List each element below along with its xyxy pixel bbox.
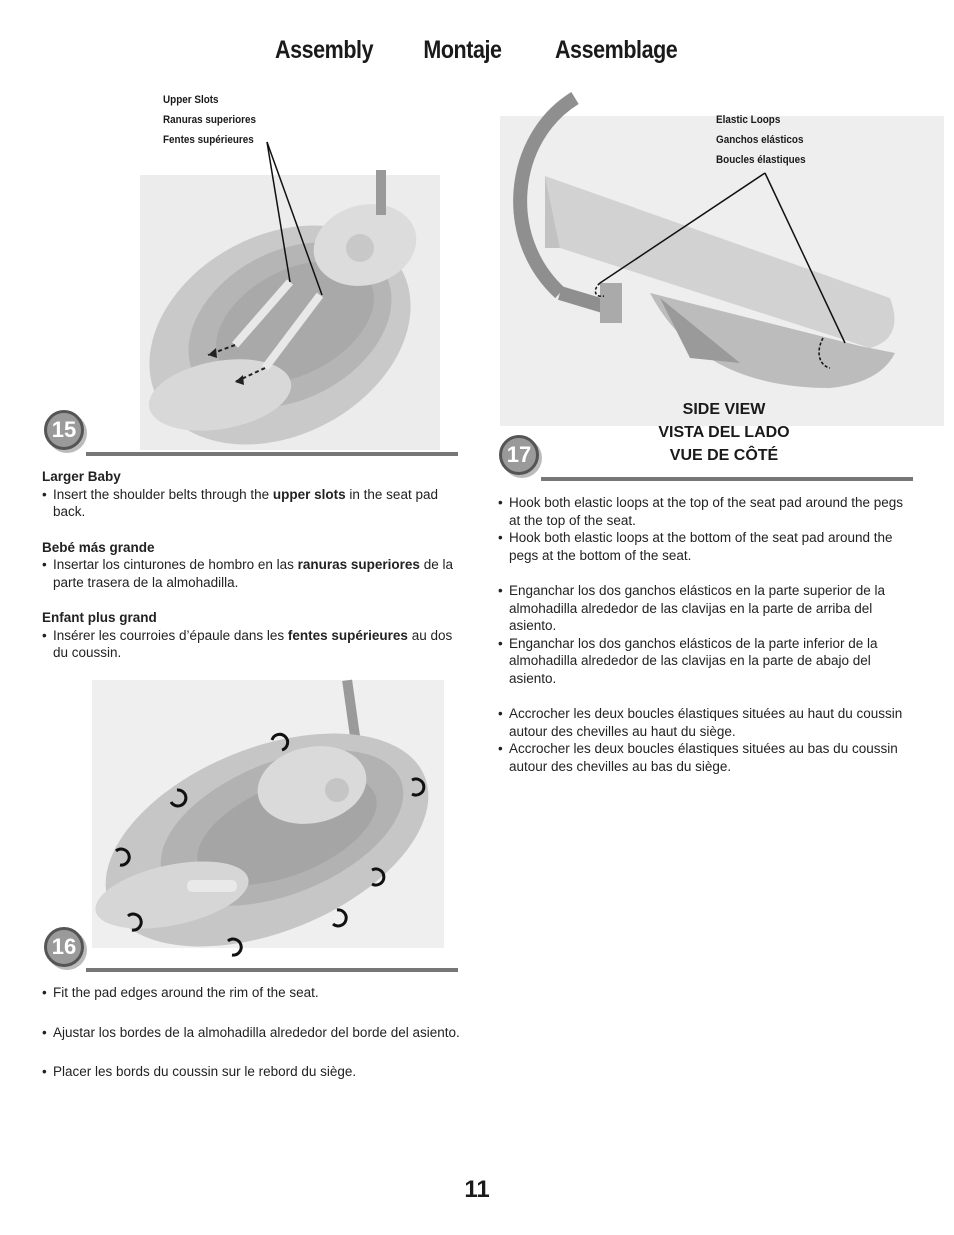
callout-line-fr: Fentes supérieures <box>163 134 254 146</box>
text-part: au dos du coussin. <box>53 627 453 660</box>
text-bold: fentes supérieures <box>287 627 408 643</box>
step-17-rule <box>541 477 913 481</box>
step-17-text-en-2: • Hook both elastic loops at the bottom of the seat pad around the pegs at the bottom of the seat. <box>498 529 918 564</box>
step-16-text-fr: • Placer les bords du coussin sur le rebord du siège. <box>42 1063 462 1081</box>
upper-slots-callout <box>163 90 256 150</box>
step-17-text-en-1: • Hook both elastic loops at the top of the seat pad around the pegs at the top of the seat. <box>498 494 918 529</box>
page-title <box>0 36 954 65</box>
text-part: de la parte trasera de la almohadilla. <box>53 557 453 590</box>
step-15-instructions <box>42 468 462 662</box>
side-view-label <box>624 398 824 467</box>
title-spanish: Montaje <box>423 36 503 64</box>
step-16-text-es: • Ajustar los bordes de la almohadilla alrededor del borde del asiento. <box>42 1024 462 1042</box>
text-bold: upper slots <box>272 486 346 502</box>
callout-line-en: Upper Slots <box>163 94 219 106</box>
callout-line-es: Ranuras superiores <box>163 114 256 126</box>
step-17-text-fr-2: • Accrocher les deux boucles élastiques situées au bas du coussin autour des chevilles au bas du siège. <box>498 740 918 775</box>
step-15-badge: 15 <box>44 410 84 450</box>
side-view-en: SIDE VIEW <box>682 401 766 418</box>
text-part: Insertar los cinturones de hombro en las <box>53 557 298 572</box>
callout-line-fr: Boucles élastiques <box>716 154 806 166</box>
step-16-instructions <box>42 984 462 1081</box>
page-number: 11 <box>464 1176 490 1203</box>
title-french: Assemblage <box>554 36 678 64</box>
step-16-badge: 16 <box>44 927 84 967</box>
step-15-heading-fr: Enfant plus grand <box>42 610 157 625</box>
step-16-rule <box>86 968 458 972</box>
callout-line-es: Ganchos elásticos <box>716 134 804 146</box>
text-part: Insert the shoulder belts through the <box>53 486 273 502</box>
step-17-text-es-1: • Enganchar los dos ganchos elásticos en la parte superior de la almohadilla alrededor de las clavijas en la parte de arriba del asiento. <box>498 582 918 635</box>
text-bold: ranuras superiores <box>297 557 420 572</box>
step-17-text-es-2: • Enganchar los dos ganchos elásticos de la parte inferior de la almohadilla alrededor de las clavijas en la parte de abajo del asiento. <box>498 635 918 688</box>
text-part: Insérer les courroies d’épaule dans les <box>53 627 288 643</box>
side-view-es: VISTA DEL LADO <box>658 424 790 441</box>
step-15-heading-es: Bebé más grande <box>42 539 155 555</box>
side-view-fr: VUE DE CÔTÉ <box>669 447 779 464</box>
step-17-text-fr-1: • Accrocher les deux boucles élastiques situées au haut du coussin autour des chevilles au haut du siège. <box>498 705 918 740</box>
step-15-text-es <box>42 556 462 591</box>
step-15-heading-en: Larger Baby <box>42 469 121 484</box>
text-part: in the seat pad back. <box>53 486 438 519</box>
step-16-text-en: • Fit the pad edges around the rim of the seat. <box>42 984 462 1002</box>
step-17-badge: 17 <box>499 435 539 475</box>
step-15-text-en <box>42 486 462 521</box>
elastic-loops-callout <box>716 110 806 170</box>
step-15-rule <box>86 452 458 456</box>
title-english: Assembly <box>274 36 373 64</box>
step15-illustration <box>140 150 440 450</box>
step-15-text-fr <box>42 627 462 662</box>
callout-line-en: Elastic Loops <box>716 114 781 126</box>
step-17-instructions <box>498 494 918 775</box>
step16-illustration <box>92 680 444 948</box>
